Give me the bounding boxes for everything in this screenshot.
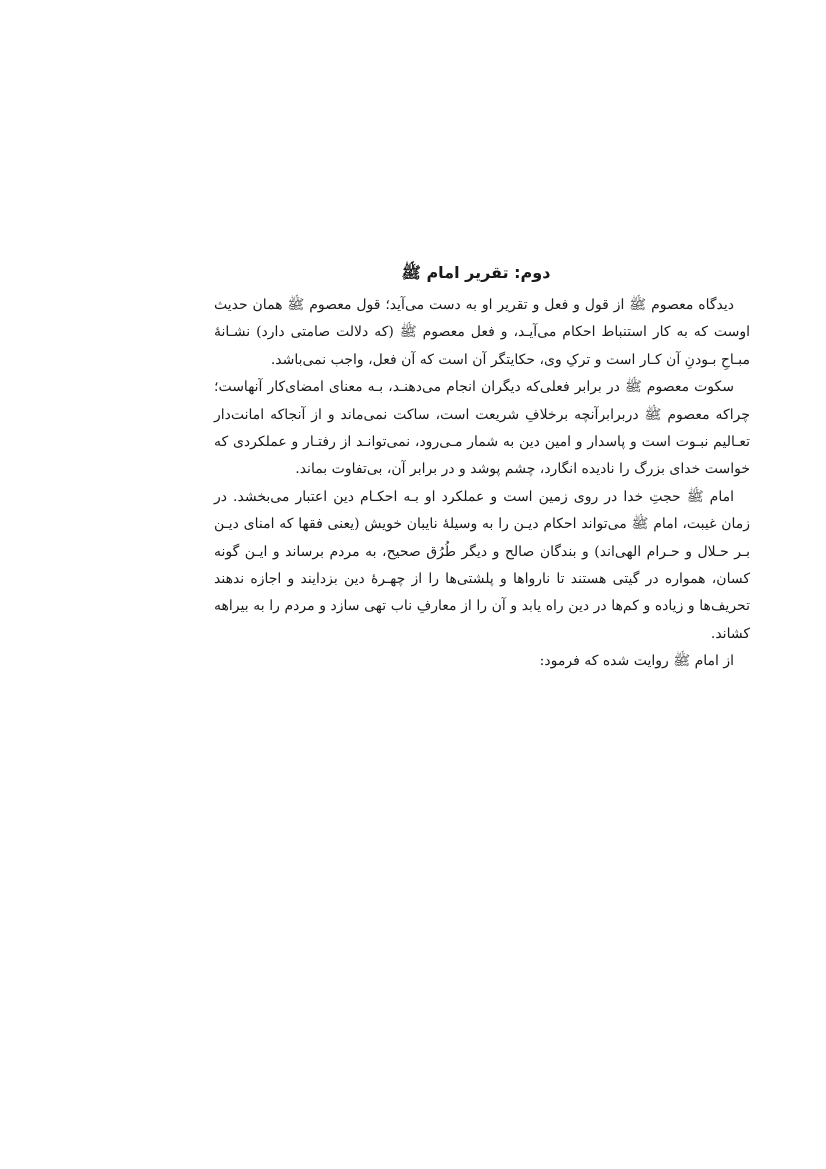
paragraph-3: امام ﷺ حجتِ خدا در روی زمین است و عملکرد او بـه احکـام دین اعتبار می‌بخشد. در زمان غیبت، امام ﷺ می‌تواند احکام دیـن را به وسیلهٔ نایبان خویش (یعنی فقها که امنای دیـن بـر حـلال و حـرام الهی‌اند) و بندگان صالح و دیگر طُرُق صحیح، به مردم برساند و ایـن گونه کسان، همواره در گیتی هستند تا نارواها و پلشتی‌ها را از چهـرهٔ دین بزدایند و اجازه ندهند تحریف‌ها و زیاده و کم‌ها در دین راه یابد و آن را از معارفِ ناب تهی سازد و مردم را به بیراهه کشاند. <box>214 488 750 642</box>
section-heading: دوم: تقرير امام ﷺ <box>401 263 551 282</box>
paragraph-4: از امام ﷺ روایت شده که فرمود: <box>539 653 734 670</box>
text-block <box>214 258 750 676</box>
paragraph-2: سکوت معصوم ﷺ در برابر فعلی‌که دیگران انجام می‌دهنـد، بـه معنای امضای‌کار آنهاست؛ چراکه معصوم ﷺ دربرابرآنچه برخلافِ شریعت است، ساکت نمی‌ماند و از آنجاکه امانت‌دار تعـالیم نبـوت است و پاسدار و امین دین به شمار مـی‌رود، نمی‌توانـد از رفتـار و عملکردی که خواست خدای بزرگ را نادیده انگارد، چشم پوشد و در برابر آن، بی‌تفاوت بماند. <box>214 379 750 478</box>
paragraph-1: دیدگاه معصوم ﷺ از قول و فعل و تقریر او به دست می‌آید؛ قول معصوم ﷺ همان حدیث اوست که به کار استنباط احکام می‌آیـد، و فعل معصوم ﷺ (که دلالت صامتی دارد) نشـانهٔ مبـاحِ بـودنِ آن کـار است و ترکِ وی، حکایتگر آن است که آن فعل، واجب نمی‌باشد. <box>214 297 750 368</box>
